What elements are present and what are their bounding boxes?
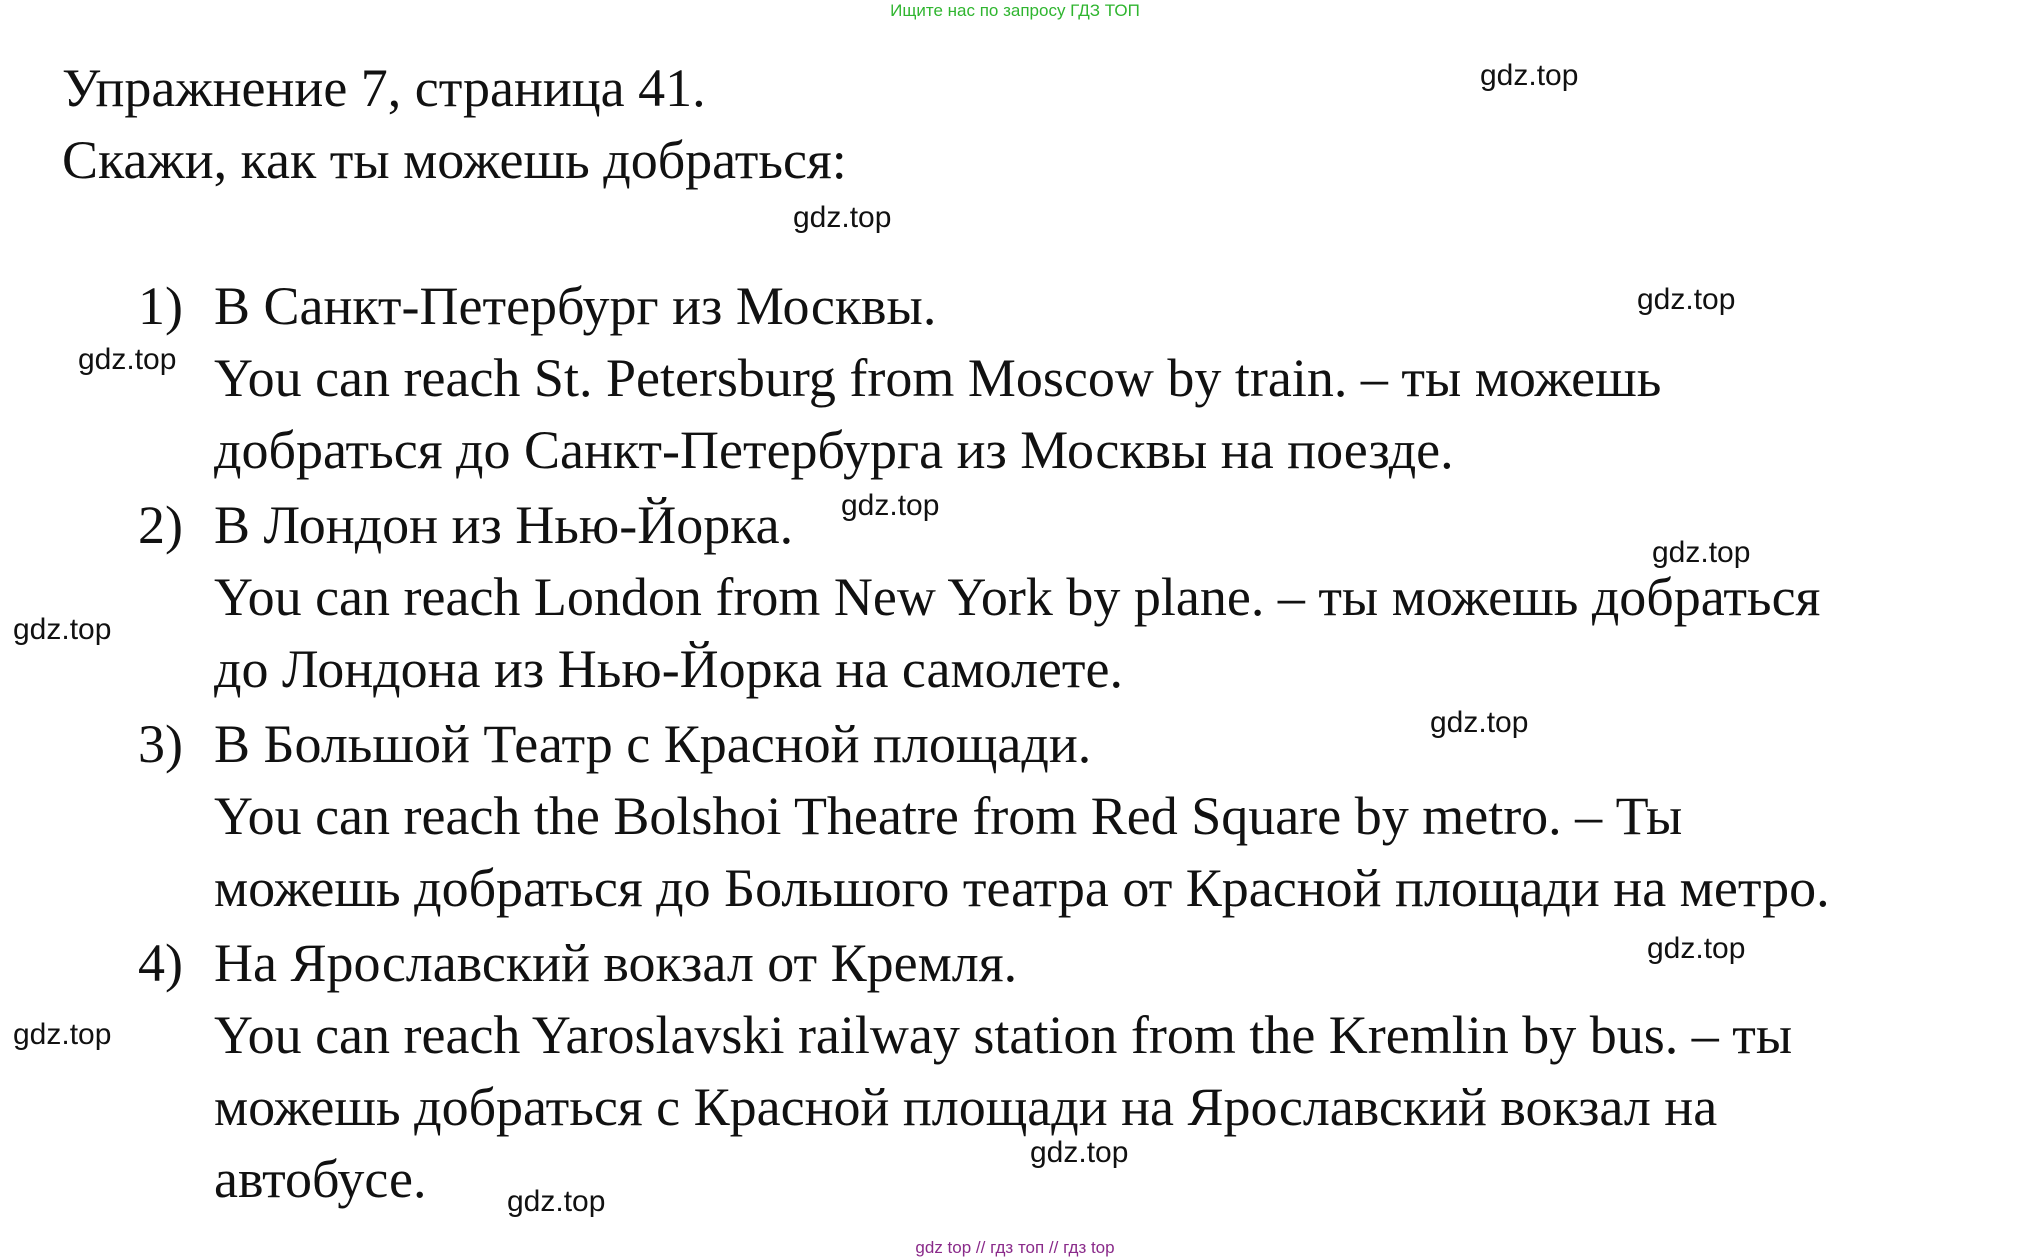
- watermark: gdz.top: [13, 613, 112, 646]
- item-number: 1): [138, 276, 183, 336]
- exercise-instruction: Скажи, как ты можешь добраться:: [62, 130, 847, 190]
- item-question: В Большой Театр с Красной площади.: [214, 714, 1092, 774]
- item-answer-line: автобусе.: [214, 1149, 427, 1209]
- watermark: gdz.top: [793, 201, 892, 234]
- item-answer-line: You can reach Yaroslavski railway station from the Kremlin by bus. – ты: [214, 1005, 1793, 1065]
- watermark: gdz.top: [507, 1185, 606, 1218]
- watermark: gdz.top: [13, 1018, 112, 1051]
- item-answer-line: до Лондона из Нью-Йорка на самолете.: [214, 639, 1123, 699]
- item-answer-line: You can reach London from New York by plane. – ты можешь добраться: [214, 567, 1821, 627]
- item-question: На Ярославский вокзал от Кремля.: [214, 933, 1018, 993]
- item-answer-line: добраться до Санкт-Петербурга из Москвы на поезде.: [214, 420, 1454, 480]
- watermark: gdz.top: [1430, 706, 1529, 739]
- watermark: gdz.top: [1480, 59, 1579, 92]
- watermark: gdz.top: [1652, 536, 1751, 569]
- footer-watermark: gdz top // гдз топ // гдз top: [915, 1238, 1115, 1257]
- item-question: В Санкт-Петербург из Москвы.: [214, 276, 937, 336]
- item-question: В Лондон из Нью-Йорка.: [214, 495, 794, 555]
- watermark: gdz.top: [1030, 1136, 1129, 1169]
- item-number: 2): [138, 495, 183, 555]
- item-number: 4): [138, 933, 183, 993]
- item-number: 3): [138, 714, 183, 774]
- exercise-title: Упражнение 7, страница 41.: [62, 58, 706, 118]
- watermark: gdz.top: [78, 343, 177, 376]
- watermark: gdz.top: [1647, 932, 1746, 965]
- item-answer-line: You can reach St. Petersburg from Moscow by train. – ты можешь: [214, 348, 1662, 408]
- item-answer-line: можешь добраться до Большого театра от Красной площади на метро.: [214, 858, 1830, 918]
- watermark: gdz.top: [1637, 283, 1736, 316]
- item-answer-line: можешь добраться с Красной площади на Ярославский вокзал на: [214, 1077, 1718, 1137]
- watermark: gdz.top: [841, 489, 940, 522]
- item-answer-line: You can reach the Bolshoi Theatre from Red Square by metro. – Ты: [214, 786, 1683, 846]
- search-hint: Ищите нас по запросу ГДЗ ТОП: [890, 1, 1140, 20]
